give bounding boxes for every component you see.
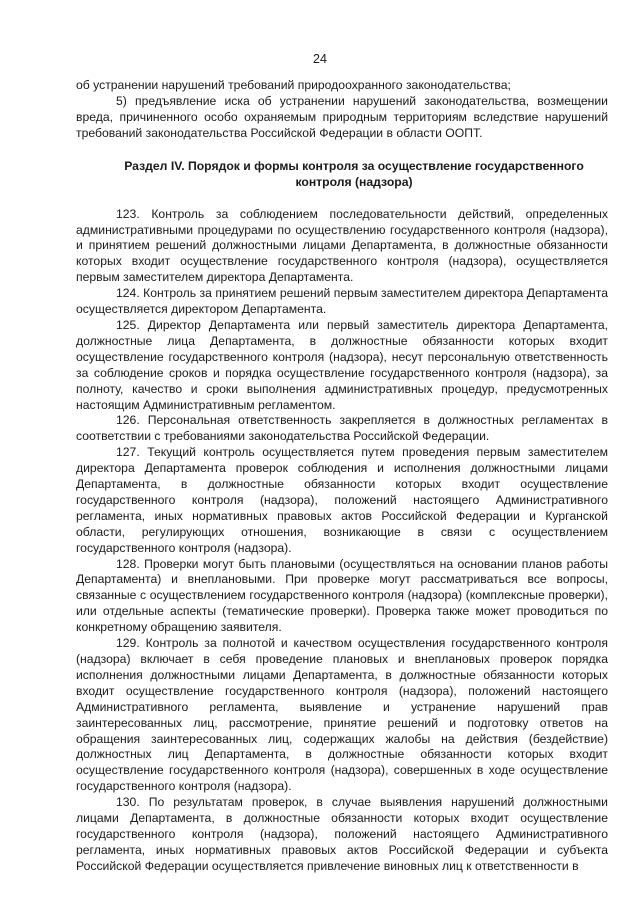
- paragraph-126: 126. Персональная ответственность закрепляется в должностных регламентах в соответствии с требованиями законодательства Российской Федерации.: [76, 413, 608, 444]
- paragraph-125: 125. Директор Департамента или первый заместитель директора Департамента, должностные лица Департамента, в должностные обязанности которых входит осуществление государственного контроля (надзора), несут персональную ответственность за соблюдение сроков и порядка осуществление государственного контроля (надзора), за полноту, качество и сроки выполнения административных процедур, предусмотренных настоящим Административным регламентом.: [76, 317, 608, 412]
- paragraph-item-5: 5) предъявление иска об устранении нарушений законодательства, возмещении вреда, причиненного особо охраняемым природным территориям вследствие нарушений требований законодательства Российской Федерации в области ООПТ.: [76, 93, 608, 140]
- paragraph-128: 128. Проверки могут быть плановыми (осуществляться на основании планов работы Департамента) и внеплановыми. При проверке могут рассматриваться все вопросы, связанные с осуществлением государственного контроля (надзора) (комплексные проверки), или отдельные аспекты (тематические проверки). Проверка также может проводиться по конкретному обращению заявителя.: [76, 556, 608, 635]
- paragraph-129: 129. Контроль за полнотой и качеством осуществления государственного контроля (надзора) включает в себя проведение плановых и внеплановых проверок порядка исполнения должностными лицами Департамента, в должностные обязанности которых входит осуществление государственного контроля (надзора), положений настоящего Административного регламента, выявление и устранение нарушений прав заинтересованных лиц, рассмотрение, принятие решений и подготовку ответов на обращения заинтересованных лиц, содержащих жалобы на действия (бездействие) должностных лиц Департамента, в должностные обязанности которых входит осуществление государственного контроля (надзора), совершенных в ходе осуществление государственного контроля (надзора).: [76, 636, 608, 794]
- paragraph-130: 130. По результатам проверок, в случае выявления нарушений должностными лицами Департамента, в должностные обязанности которых входит осуществление государственного контроля (надзора), положений настоящего Административного регламента, иных нормативных правовых актов Российской Федерации и субъекта Российской Федерации осуществляется привлечение виновных лиц к ответственности в: [76, 795, 608, 873]
- page-number: 24: [313, 52, 327, 66]
- paragraph-123: 123. Контроль за соблюдением последовательности действий, определенных административными процедурами по осуществлению государственного контроля (надзора), и принятием решений должностными лицами Департамента, в должностные обязанности которых входит осуществление государственного контроля (надзора), осуществляется первым заместителем директора Департамента.: [76, 206, 608, 285]
- paragraph-127: 127. Текущий контроль осуществляется путем проведения первым заместителем директора Департамента проверок соблюдения и исполнения должностными лицами Департамента, в должностные обязанности которых входит осуществление государственного контроля (надзора), положений настоящего Административного регламента, иных нормативных правовых актов Российской Федерации и Курганской области, регулирующих отношения, возникающие в связи с осуществлением государственного контроля (надзора).: [76, 445, 608, 555]
- paragraph-continuation: об устранении нарушений требований природоохранного законодательства;: [76, 78, 511, 92]
- document-body: [76, 78, 608, 875]
- section-title: Раздел IV. Порядок и формы контроля за осуществление государственного контроля (надзора): [124, 158, 584, 189]
- paragraph-124: 124. Контроль за принятием решений первым заместителем директора Департамента осуществляется директором Департамента.: [76, 286, 608, 317]
